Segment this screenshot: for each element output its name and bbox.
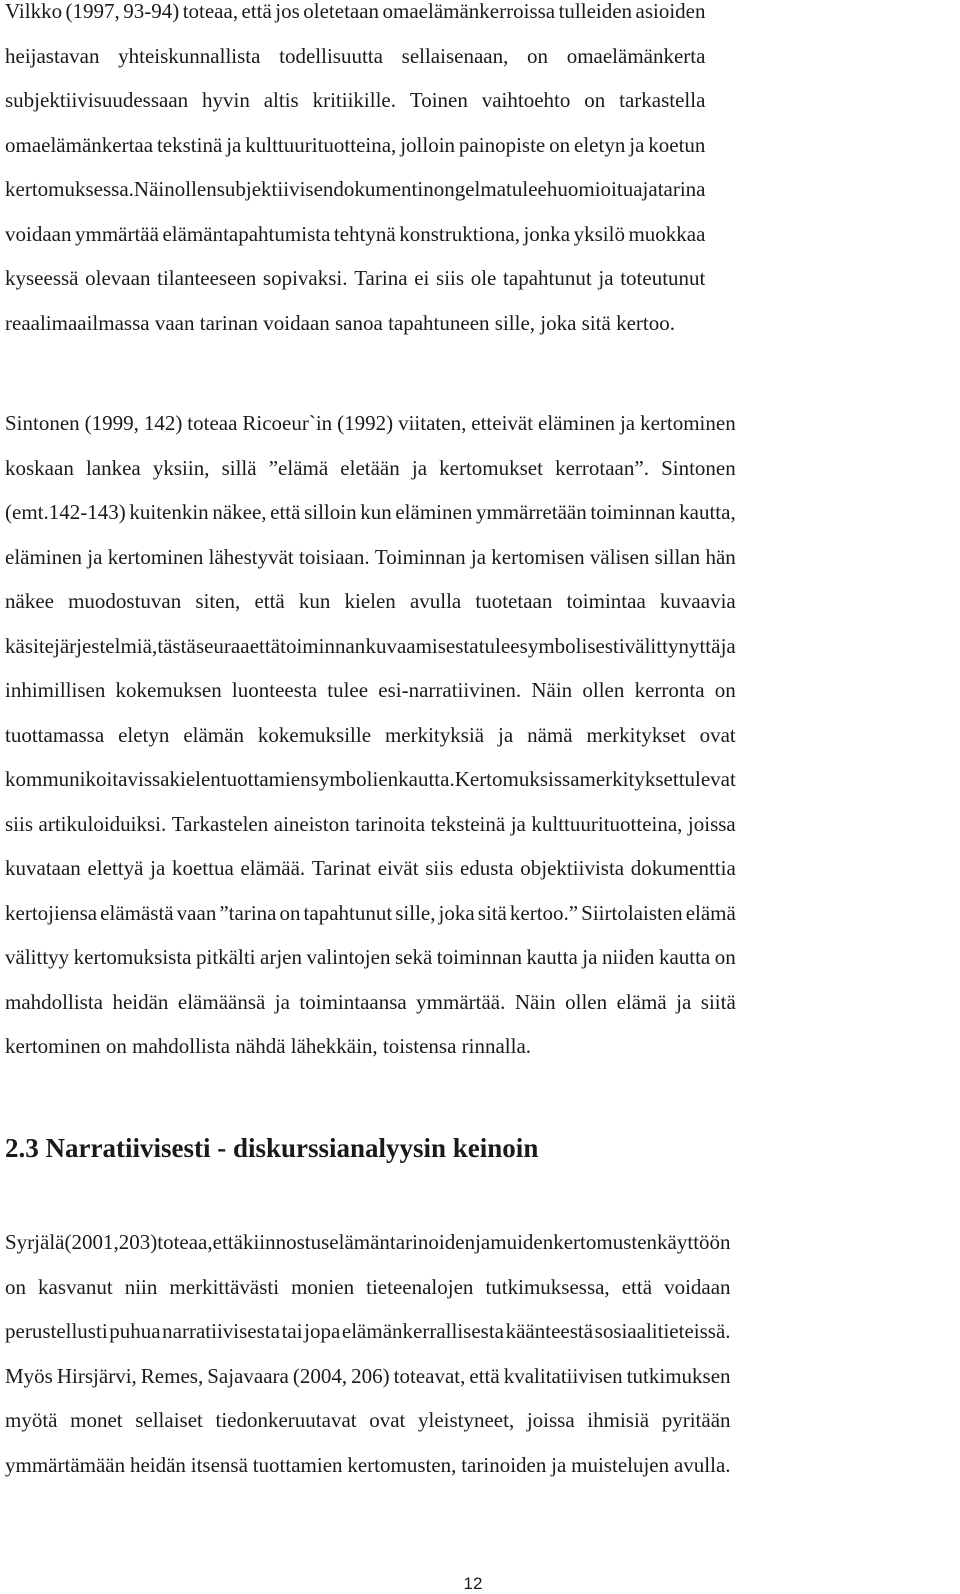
text-line: eläminen ja kertominen lähestyvät toisiaan. Toiminnan ja kertomisen välisen sillan hän [5,544,736,569]
text-line: on kasvanut niin merkittävästi monien tieteenalojen tutkimuksessa, että voidaan [5,1274,731,1299]
text-line: inhimillisen kokemuksen luonteesta tulee esi-narratiivinen. Näin ollen kerronta on [5,678,736,702]
text-line: perustellusti puhua narratiivisesta tai jopa elämänkerrallisesta käänteestä sosiaalitieteissä. [5,1319,731,1343]
page-number: 12 [463,1574,483,1593]
text-line: kuvataan elettyä ja koettua elämää. Tarinat eivät siis edusta objektiivista dokumenttia [5,856,736,880]
text-line: subjektiivisuudessaan hyvin altis kritiikille. Toinen vaihtoehto on tarkastella [5,88,706,112]
paragraph-vilkko [5,0,706,345]
text-line: tuottamassa eletyn elämän kokemuksille merkityksiä ja nämä merkitykset ovat [5,722,736,747]
text-line: koskaan lankea yksiin, sillä ”elämä eletään ja kertomukset kerrotaan”. Sintonen [5,455,736,480]
text-line: Myös Hirsjärvi, Remes, Sajavaara (2004, 206) toteavat, että kvalitatiivisen tutkimuksen [5,1363,731,1388]
text-line: ymmärtämään heidän itsensä tuottamien kertomusten, tarinoiden ja muistelujen avulla. [5,1452,731,1477]
text-line: kommunikoitavissa kielen tuottamien symbolien kautta. Kertomuksissa merkitykset tulevat [5,767,736,791]
text-line: myötä monet sellaiset tiedonkeruutavat ovat yleistyneet, joissa ihmisiä pyritään [5,1408,731,1432]
paragraph-syrjala [5,1220,731,1487]
text-line: mahdollista heidän elämäänsä ja toimintaansa ymmärtää. Näin ollen elämä ja siitä [5,989,736,1014]
text-line: (emt.142-143) kuitenkin näkee, että silloin kun eläminen ymmärretään toiminnan kautta, [5,500,736,524]
text-line: käsitejärjestelmiä, tästä seuraa että toiminnan kuvaamisesta tulee symbolisesti välittynyttä ja [5,633,736,658]
text-line: heijastavan yhteiskunnallista todellisuutta sellaisenaan, on omaelämänkerta [5,43,706,68]
text-line: reaalimaailmassa vaan tarinan voidaan sanoa tapahtuneen sille, joka sitä kertoo. [5,310,675,335]
text-line: Sintonen (1999, 142) toteaa Ricoeur`in (1992) viitaten, etteivät eläminen ja kertominen [5,411,736,435]
text-line: kertojiensa elämästä vaan ”tarina on tapahtunut sille, joka sitä kertoo.” Siirtolaisten elämä [5,900,736,925]
section-heading: 2.3 Narratiivisesti - diskurssianalyysin keinoin [5,1133,539,1163]
text-line: kertomuksessa. Näin ollen subjektiivisen dokumentin ongelma tulee huomioitua ja tarina [5,177,706,201]
text-line: omaelämänkertaa tekstinä ja kulttuurituotteina, jolloin painopiste on eletyn ja koetun [5,132,706,157]
text-line: näkee muodostuvan siten, että kun kielen avulla tuotetaan toimintaa kuvaavia [5,589,736,613]
paragraph-sintonen [5,401,736,1069]
text-line: kertominen on mahdollista nähdä lähekkäin, toistensa rinnalla. [5,1034,532,1058]
text-line: Syrjälä (2001, 203) toteaa, että kiinnostus elämäntarinoiden ja muiden kertomusten käyttöön [5,1230,731,1254]
text-line: siis artikuloiduiksi. Tarkastelen aineiston tarinoita teksteinä ja kulttuurituotteina, joissa [5,811,736,836]
text-line: voidaan ymmärtää elämäntapahtumista tehtynä konstruktiona, jonka yksilö muokkaa [5,221,706,246]
text-line: välittyy kertomuksista pitkälti arjen valintojen sekä toiminnan kautta ja niiden kautta on [5,945,736,969]
text-line: Vilkko (1997, 93-94) toteaa, että jos oletetaan omaelämänkerroissa tulleiden asioiden [5,0,706,23]
text-line: kyseessä olevaan tilanteeseen sopivaksi. Tarina ei siis ole tapahtunut ja toteutunut [5,266,706,290]
